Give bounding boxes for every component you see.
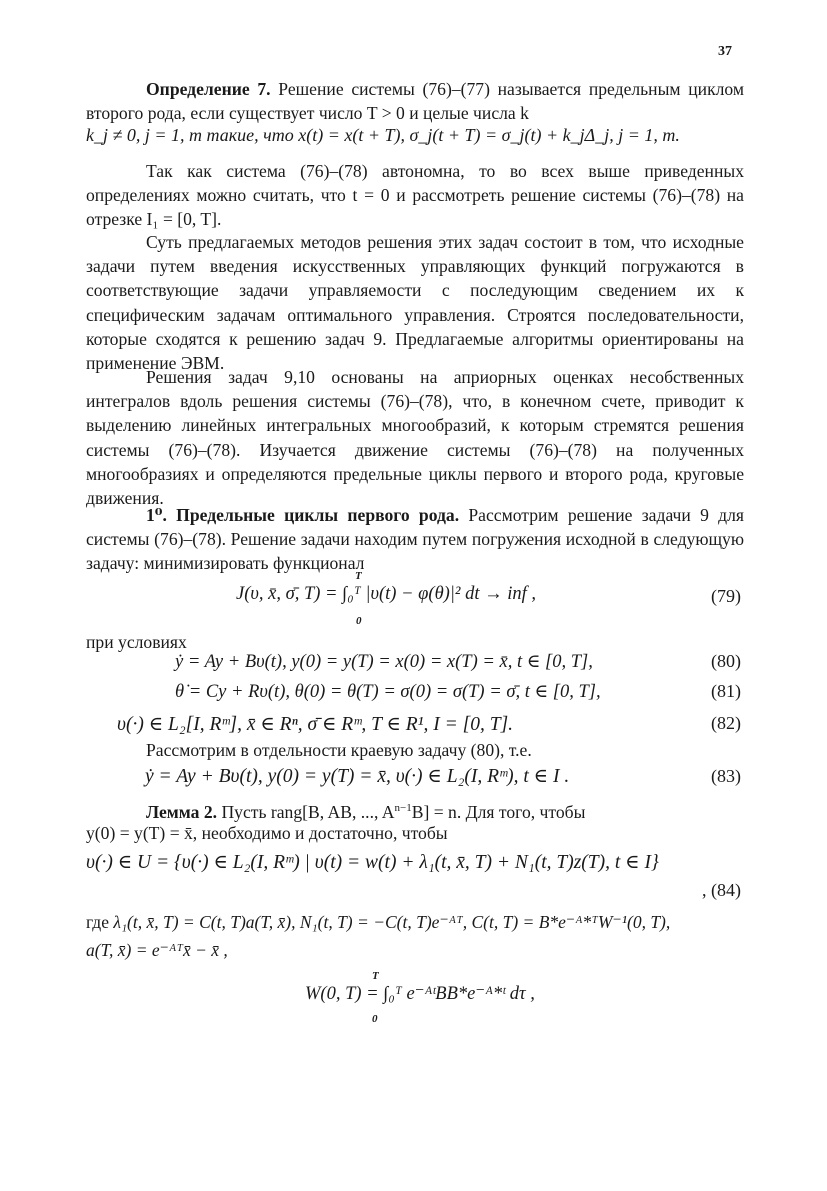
integral-lower-limit: 0	[356, 615, 362, 627]
definition-7-label: Определение 7.	[146, 79, 271, 99]
definition-7-text: Решение системы (76)–(77) называется предельным циклом второго рода, если существует число T > 0 и целые числа k	[86, 79, 745, 124]
definition-7	[86, 77, 744, 125]
section-title: 1⁰. Предельные циклы первого рода.	[146, 505, 460, 525]
paragraph-methods: Суть предлагаемых методов решения этих задач состоит в том, что исходные задачи путем введения искусственных управляющих функций погружаются в соответствующие задачи управляемости с последующим сведением их к специфическим задачам оптимального управления. Строятся последовательности, которые сходятся к решению задач 9. Предлагаемые алгоритмы ориентированы на применение ЭВМ.	[86, 232, 744, 374]
lemma-2-power: n−1	[394, 802, 412, 814]
where-label: где	[86, 912, 109, 932]
equation-82: υ(·) ∈ L₂[I, Rᵐ], x̄ ∈ Rⁿ, σ̄ ∈ Rᵐ, T ∈ R¹, I = [0, T].	[117, 714, 514, 735]
equation-83-number: (83)	[711, 766, 741, 786]
section-limit-cycles	[86, 503, 744, 576]
boundary-problem-intro: Рассмотрим в отдельности краевую задачу (80), т.е.	[146, 740, 532, 760]
equation-81-number: (81)	[711, 681, 741, 701]
conditions-label: при условиях	[86, 632, 187, 652]
equation-84: υ(·) ∈ U = {υ(·) ∈ L₂(I, Rᵐ) | υ(t) = w(t) + λ₁(t, x̄, T) + N₁(t, T)z(T), t ∈ I}	[86, 852, 659, 873]
where-definitions: λ₁(t, x̄, T) = C(t, T)a(T, x̄), N₁(t, T) = −C(t, T)e⁻ᴬᵀ, C(t, T) = B*e⁻ᴬ*ᵀW⁻¹(0, T),	[113, 912, 671, 932]
equation-79-number: (79)	[711, 586, 741, 606]
page-number: 37	[718, 44, 732, 59]
equation-79: J(υ, x̄, σ̄, T) = ∫₀ᵀ |υ(t) − φ(θ)|² dt → inf ,	[236, 584, 536, 604]
where-line-1	[86, 912, 670, 933]
paragraph-estimates: Решения задач 9,10 основаны на априорных оценках несобственных интегралов вдоль решения системы (76)–(78), что, в конечном счете, приводит к выделению линейных интегральных многообразий, к которым стремятся решения системы (76)–(78). Изучается движение системы (76)–(78) на полученных многообразиях и определяются предельные циклы первого и второго рода, круговые движения.	[86, 367, 744, 509]
lemma-2-label: Лемма 2.	[146, 801, 218, 822]
lemma-2-text: Пусть rang[B, AB, ..., A	[217, 801, 395, 822]
equation-83: ẏ = Ay + Bυ(t), y(0) = y(T) = x̄, υ(·) ∈ L₂(I, Rᵐ), t ∈ I .	[145, 766, 570, 787]
lemma-2-text-end: B] = n. Для того, чтобы	[411, 801, 586, 822]
w-integral-upper-limit: T	[372, 970, 379, 982]
integral-upper-limit: T	[355, 570, 362, 582]
w-integral-lower-limit: 0	[372, 1013, 378, 1025]
equation-w: W(0, T) = ∫₀ᵀ e⁻ᴬᵗBB*e⁻ᴬ*ᵗ dτ ,	[305, 984, 535, 1004]
equation-82-number: (82)	[711, 713, 741, 733]
equation-80: ẏ = Ay + Bυ(t), y(0) = y(T) = x(0) = x(T) = x̄, t ∈ [0, T],	[175, 652, 593, 672]
equation-81: θ̇ = Cy + Rυ(t), θ(0) = θ(T) = σ(0) = σ(T) = σ̄, t ∈ [0, T],	[175, 682, 601, 702]
lemma-2-condition: y(0) = y(T) = x̄, необходимо и достаточно, чтобы	[86, 823, 448, 843]
paragraph-autonomous: Так как система (76)–(78) автономна, то во всех выше приведенных определениях можно считать, что t = 0 и рассмотреть решение системы (76)–(78) на отрезке I₁ = [0, T].	[86, 161, 744, 230]
lemma-2	[86, 796, 744, 824]
equation-84-number: , (84)	[702, 880, 741, 900]
where-line-2: a(T, x̄) = e⁻ᴬᵀx̄ − x̄ ,	[86, 940, 228, 960]
definition-7-line3: k_j ≠ 0, j = 1, m такие, что x(t) = x(t + T), σ_j(t + T) = σ_j(t) + k_jΔ_j, j = 1, m.	[86, 125, 680, 145]
equation-80-number: (80)	[711, 651, 741, 671]
section-text: Рассмотрим решение задачи 9 для системы (76)–(78). Решение задачи находим путем погружения исходной в следующую задачу: минимизировать функционал	[86, 505, 744, 574]
